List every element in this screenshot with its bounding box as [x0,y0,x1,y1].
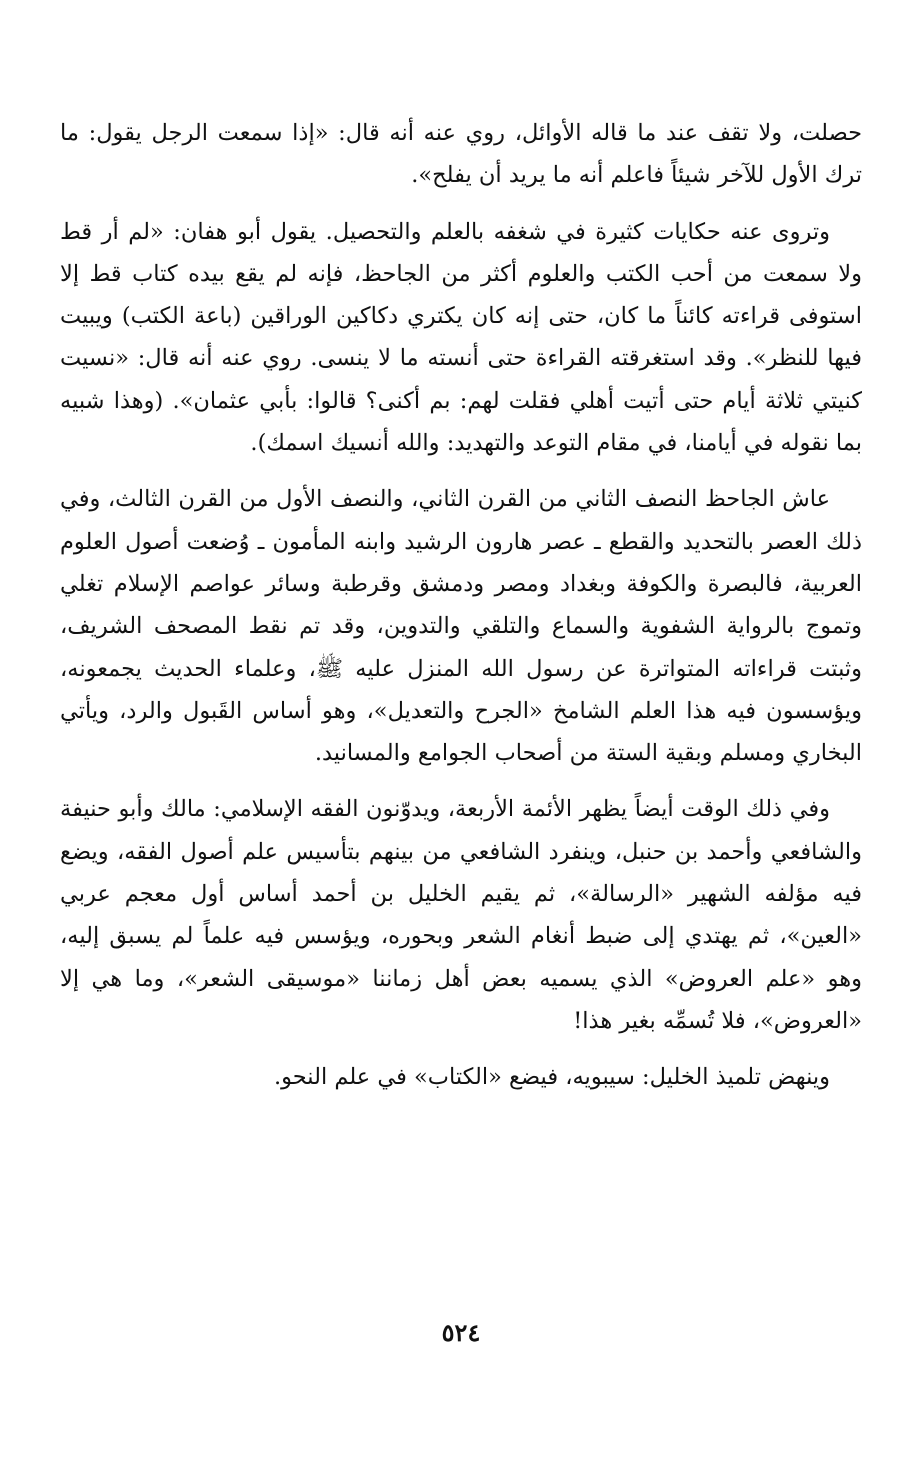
paragraph-four-imams: وفي ذلك الوقت أيضاً يظهر الأئمة الأربعة، ويدوّنون الفقه الإسلامي: مالك وأبو حنيفة والشافعي وأحمد بن حنبل، وينفرد الشافعي من بينهم بتأسيس علم أصول الفقه، ويضع فيه مؤلفه الشهير «الرسالة»، ثم يقيم الخليل بن أحمد أساس أول معجم عربي «العين»، ثم يهتدي إلى ضبط أنغام الشعر وبحوره، ويؤسس فيه علماً لم يسبق إليه، وهو «علم العروض» الذي يسميه بعض أهل زماننا «موسيقى الشعر»، وما هي إلا «العروض»، فلا تُسمِّه بغير هذا! [60,796,862,1034]
paragraph-abu-haffan-anecdote: وتروى عنه حكايات كثيرة في شغفه بالعلم والتحصيل. يقول أبو هفان: «لم أر قط ولا سمعت من أحب الكتب والعلوم أكثر من الجاحظ، فإنه لم يقع بيده كتاب قط إلا استوفى قراءته كائناً ما كان، حتى إنه كان يكتري دكاكين الوراقين (باعة الكتب) ويبيت فيها للنظر». وقد استغرقته القراءة حتى أنسته ما لا ينسى. روي عنه أنه قال: «نسيت كنيتي ثلاثة أيام حتى أتيت أهلي فقلت لهم: بم أكنى؟ قالوا: بأبي عثمان». (وهذا شبيه بما نقوله في أيامنا، في مقام التوعد والتهديد: والله أنسيك اسمك). [60,218,862,457]
paragraph-sibawayh: وينهض تلميذ الخليل: سيبويه، فيضع «الكتاب» في علم النحو. [274,1064,830,1091]
paragraph-continuation: حصلت، ولا تقف عند ما قاله الأوائل، روي عنه أنه قال: «إذا سمعت الرجل يقول: ما ترك الأول للآخر شيئاً فاعلم أنه ما يريد أن يفلح». [60,120,862,189]
page-body [60,112,862,1113]
page-number: ٥٢٤ [441,1318,481,1347]
paragraph-jahiz-era: عاش الجاحظ النصف الثاني من القرن الثاني، والنصف الأول من القرن الثالث، وفي ذلك العصر بالتحديد والقطع ـ عصر هارون الرشيد وابنه المأمون ـ وُضعت أصول العلوم العربية، فالبصرة والكوفة وبغداد ومصر ودمشق وقرطبة وسائر عواصم الإسلام تغلي وتموج بالرواية الشفوية والسماع والتلقي والتدوين، وقد تم نقط المصحف الشريف، وثبتت قراءاته المتواترة عن رسول الله المنزل عليه ﷺ، وعلماء الحديث يجمعونه، ويؤسسون فيه هذا العلم الشامخ «الجرح والتعديل»، وهو أساس القَبول والرد، ويأتي البخاري ومسلم وبقية الستة من أصحاب الجوامع والمسانيد. [60,486,862,767]
